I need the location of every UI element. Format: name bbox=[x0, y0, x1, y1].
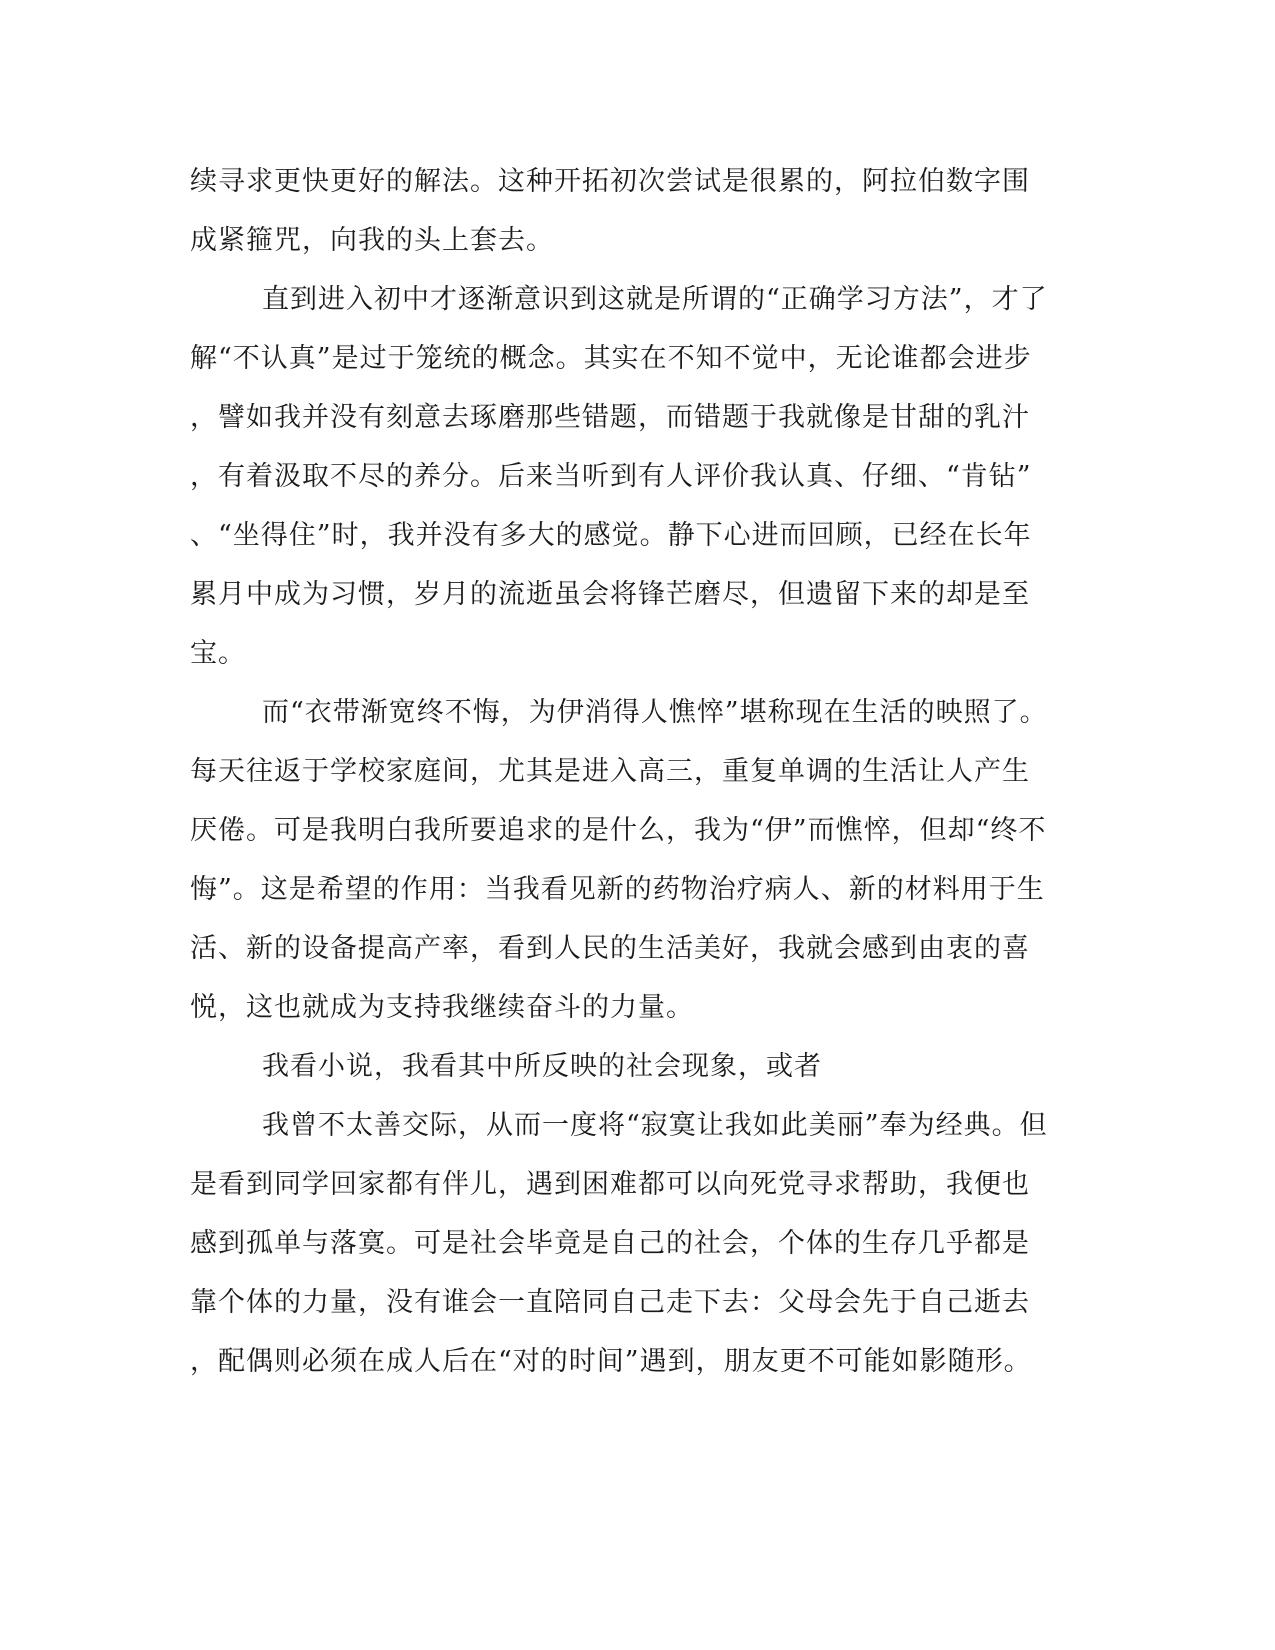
text-line: 悔”。这是希望的作用：当我看见新的药物治疗病人、新的材料用于生 bbox=[190, 874, 1045, 905]
text-line: 宝。 bbox=[190, 638, 246, 669]
text-line: 、“坐得住”时，我并没有多大的感觉。静下心进而回顾，已经在长年 bbox=[190, 520, 1032, 551]
text-line: 累月中成为习惯，岁月的流逝虽会将锋芒磨尽，但遗留下来的却是至 bbox=[190, 579, 1030, 610]
text-line: ，譬如我并没有刻意去琢磨那些错题，而错题于我就像是甘甜的乳汁 bbox=[190, 402, 1030, 433]
text-line: 厌倦。可是我明白我所要追求的是什么，我为“伊”而憔悴，但却“终不 bbox=[190, 815, 1047, 846]
text-line: 每天往返于学校家庭间，尤其是进入高三，重复单调的生活让人产生 bbox=[190, 756, 1030, 787]
text-line: 靠个体的力量，没有谁会一直陪同自己走下去：父母会先于自己逝去 bbox=[190, 1287, 1030, 1318]
text-line: ，有着汲取不尽的养分。后来当听到有人评价我认真、仔细、“肯钻” bbox=[190, 461, 1032, 492]
paragraph-start-line: 我曾不太善交际，从而一度将“寂寞让我如此美丽”奉为经典。但 bbox=[262, 1110, 1048, 1141]
paragraph-start-line: 直到进入初中才逐渐意识到这就是所谓的“正确学习方法”，才了 bbox=[262, 284, 1048, 315]
text-line: 活、新的设备提高产率，看到人民的生活美好，我就会感到由衷的喜 bbox=[190, 933, 1030, 964]
text-line: 是看到同学回家都有伴儿，遇到困难都可以向死党寻求帮助，我便也 bbox=[190, 1169, 1030, 1200]
text-line: 解“不认真”是过于笼统的概念。其实在不知不觉中，无论谁都会进步 bbox=[190, 343, 1032, 374]
text-line: 悦，这也就成为支持我继续奋斗的力量。 bbox=[190, 992, 694, 1023]
text-line: 成紧箍咒，向我的头上套去。 bbox=[190, 225, 554, 256]
text-line: 感到孤单与落寞。可是社会毕竟是自己的社会，个体的生存几乎都是 bbox=[190, 1228, 1030, 1259]
text-line: ，配偶则必须在成人后在“对的时间”遇到，朋友更不可能如影随形。 bbox=[190, 1346, 1032, 1377]
paragraph-start-line: 而“衣带渐宽终不悔，为伊消得人憔悴”堪称现在生活的映照了。 bbox=[262, 697, 1048, 728]
text-line: 续寻求更快更好的解法。这种开拓初次尝试是很累的，阿拉伯数字围 bbox=[190, 166, 1030, 197]
paragraph-start-line: 我看小说，我看其中所反映的社会现象，或者 bbox=[262, 1051, 822, 1082]
